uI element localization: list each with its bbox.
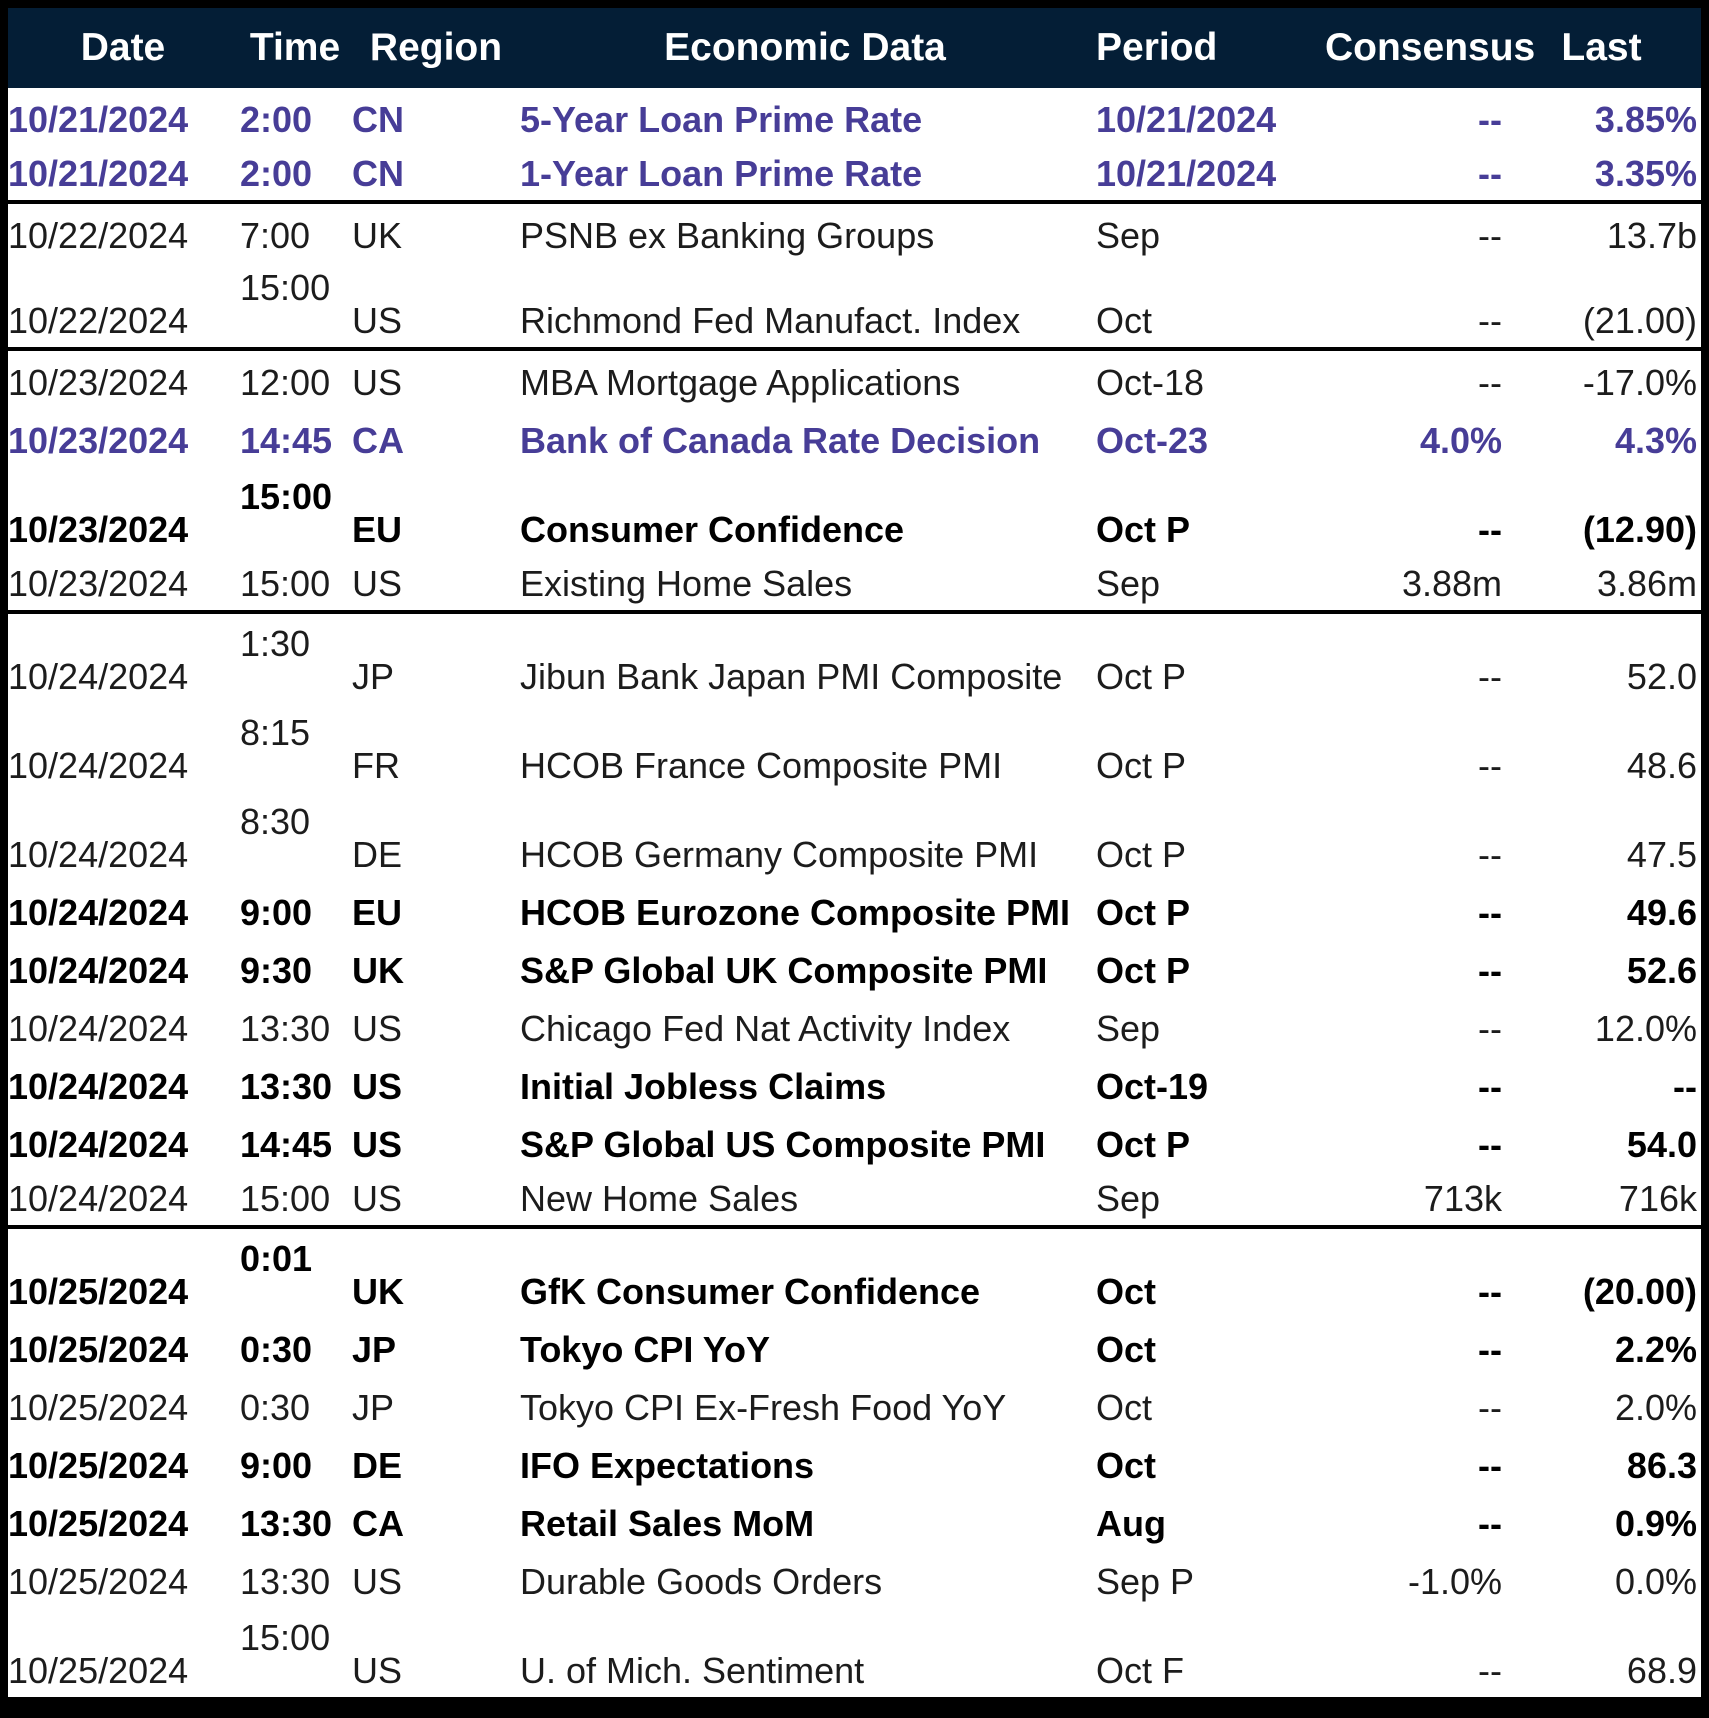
cell-date: 10/25/2024 [8,1445,189,1487]
cell-time: 8:15 [240,712,311,754]
cell-consensus: -- [1478,1387,1502,1429]
cell-consensus: -- [1478,215,1502,257]
cell-economic-data: Initial Jobless Claims [520,1066,887,1108]
cell-period: Oct F [1096,1650,1184,1692]
cell-date: 10/24/2024 [8,834,189,876]
cell-time: 13:30 [240,1066,333,1108]
cell-time: 15:00 [240,563,331,605]
cell-consensus: -- [1478,1124,1502,1166]
cell-date: 10/23/2024 [8,563,189,605]
col-header-period: Period [1096,26,1218,69]
cell-date: 10/24/2024 [8,1066,189,1108]
cell-economic-data: Chicago Fed Nat Activity Index [520,1008,1011,1050]
cell-time: 0:30 [240,1329,313,1371]
cell-economic-data: PSNB ex Banking Groups [520,215,935,257]
cell-economic-data: Tokyo CPI Ex-Fresh Food YoY [520,1387,1007,1429]
cell-region: US [352,1178,403,1220]
cell-region: US [352,1561,403,1603]
cell-consensus: -- [1478,153,1502,195]
cell-last: (12.90) [1582,509,1697,551]
economic-calendar-table [8,8,1701,1697]
cell-region: FR [352,745,400,787]
cell-period: Oct P [1096,509,1191,551]
cell-economic-data: S&P Global US Composite PMI [520,1124,1046,1166]
cell-consensus: -- [1478,1650,1502,1692]
cell-period: Aug [1096,1503,1166,1545]
cell-economic-data: GfK Consumer Confidence [520,1271,981,1313]
cell-consensus: -- [1478,1445,1502,1487]
table-row [8,614,1701,703]
table-row [8,1229,1701,1318]
cell-period: Oct [1096,1329,1157,1371]
cell-date: 10/24/2024 [8,892,189,934]
cell-economic-data: Tokyo CPI YoY [520,1329,771,1371]
cell-time: 7:00 [240,215,311,257]
cell-time: 15:00 [240,476,333,518]
cell-last: 13.7b [1606,215,1697,257]
cell-time: 1:30 [240,623,311,665]
table-row [8,146,1701,204]
cell-date: 10/21/2024 [8,99,189,141]
cell-date: 10/21/2024 [8,153,189,195]
cell-period: Oct-23 [1096,420,1209,462]
cell-region: US [352,362,403,404]
cell-region: JP [352,1329,397,1371]
table-row [8,88,1701,146]
cell-period: Oct P [1096,892,1191,934]
cell-date: 10/23/2024 [8,509,189,551]
cell-economic-data: Bank of Canada Rate Decision [520,420,1041,462]
cell-region: CA [352,420,404,462]
cell-last: (21.00) [1582,300,1697,342]
cell-last: 4.3% [1614,420,1697,462]
cell-consensus: -- [1478,892,1502,934]
cell-date: 10/22/2024 [8,300,189,342]
cell-last: 12.0% [1594,1008,1697,1050]
cell-time: 9:30 [240,950,313,992]
cell-last: 716k [1618,1178,1697,1220]
table-row [8,409,1701,467]
cell-period: Oct [1096,300,1153,342]
cell-date: 10/23/2024 [8,420,189,462]
cell-economic-data: U. of Mich. Sentiment [520,1650,865,1692]
table-row [8,1171,1701,1229]
cell-period: Oct P [1096,745,1187,787]
cell-region: EU [352,892,403,934]
cell-time: 14:45 [240,1124,333,1166]
cell-period: Oct P [1096,950,1191,992]
cell-economic-data: 5-Year Loan Prime Rate [520,99,923,141]
cell-last: (20.00) [1582,1271,1697,1313]
cell-period: Sep [1096,1008,1161,1050]
cell-last: 48.6 [1626,745,1697,787]
table-row [8,1113,1701,1171]
col-header-consensus: Consensus [1325,26,1536,69]
cell-period: Sep P [1096,1561,1195,1603]
cell-region: US [352,300,403,342]
cell-date: 10/24/2024 [8,1178,189,1220]
cell-time: 15:00 [240,267,331,309]
cell-region: US [352,1650,403,1692]
cell-last: 0.0% [1614,1561,1697,1603]
cell-economic-data: 1-Year Loan Prime Rate [520,153,923,195]
table-row [8,1434,1701,1492]
cell-date: 10/24/2024 [8,950,189,992]
cell-economic-data: Consumer Confidence [520,509,905,551]
cell-consensus: -- [1478,950,1502,992]
cell-region: JP [352,1387,395,1429]
cell-economic-data: Durable Goods Orders [520,1561,883,1603]
table-row [8,262,1701,351]
cell-period: Oct P [1096,834,1187,876]
table-row [8,792,1701,881]
cell-time: 0:30 [240,1387,311,1429]
cell-period: Oct [1096,1271,1157,1313]
cell-region: DE [352,834,403,876]
cell-region: UK [352,950,404,992]
table-row [8,204,1701,262]
cell-last: 49.6 [1626,892,1697,934]
table-row [8,1608,1701,1697]
table-body [8,88,1701,1697]
cell-consensus: 4.0% [1419,420,1502,462]
cell-period: Oct P [1096,1124,1191,1166]
table-row [8,1055,1701,1113]
cell-consensus: 713k [1423,1178,1502,1220]
cell-consensus: -- [1478,509,1502,551]
cell-date: 10/25/2024 [8,1561,189,1603]
cell-region: DE [352,1445,403,1487]
cell-last: 86.3 [1626,1445,1697,1487]
cell-last: 0.9% [1614,1503,1697,1545]
cell-region: UK [352,1271,404,1313]
cell-time: 0:01 [240,1238,313,1280]
cell-region: US [352,1008,403,1050]
cell-period: Sep [1096,1178,1161,1220]
cell-date: 10/24/2024 [8,1124,189,1166]
cell-last: 2.2% [1614,1329,1697,1371]
cell-time: 13:30 [240,1503,333,1545]
cell-economic-data: HCOB Germany Composite PMI [520,834,1039,876]
table-row [8,1318,1701,1376]
cell-region: US [352,1124,403,1166]
cell-period: Oct-19 [1096,1066,1209,1108]
cell-region: EU [352,509,403,551]
table-row [8,467,1701,556]
cell-time: 13:30 [240,1561,331,1603]
table-row [8,997,1701,1055]
cell-consensus: -- [1478,1329,1502,1371]
table-row [8,939,1701,997]
col-header-time: Time [249,26,341,69]
cell-consensus: -- [1478,1271,1502,1313]
cell-economic-data: New Home Sales [520,1178,799,1220]
cell-economic-data: IFO Expectations [520,1445,815,1487]
cell-last: 54.0 [1626,1124,1697,1166]
cell-time: 9:00 [240,892,313,934]
cell-consensus: 3.88m [1401,563,1502,605]
cell-consensus: -- [1478,834,1502,876]
cell-date: 10/25/2024 [8,1329,189,1371]
cell-time: 13:30 [240,1008,331,1050]
cell-period: Sep [1096,215,1161,257]
cell-date: 10/24/2024 [8,745,189,787]
cell-period: 10/21/2024 [1096,153,1277,195]
cell-last: 52.6 [1626,950,1697,992]
col-header-region: Region [369,26,503,69]
cell-last: -- [1673,1066,1697,1108]
cell-period: Oct [1096,1387,1153,1429]
cell-economic-data: MBA Mortgage Applications [520,362,961,404]
table-row [8,351,1701,409]
cell-economic-data: Retail Sales MoM [520,1503,815,1545]
cell-date: 10/25/2024 [8,1387,189,1429]
cell-date: 10/23/2024 [8,362,189,404]
cell-period: Oct P [1096,656,1187,698]
cell-consensus: -- [1478,1503,1502,1545]
cell-period: Oct-18 [1096,362,1205,404]
table-row [8,881,1701,939]
col-header-date: Date [80,26,166,69]
cell-last: 2.0% [1614,1387,1697,1429]
cell-date: 10/25/2024 [8,1503,189,1545]
cell-economic-data: Jibun Bank Japan PMI Composite [520,656,1063,698]
cell-region: CN [352,153,404,195]
table-row [8,556,1701,614]
cell-date: 10/22/2024 [8,215,189,257]
table-row [8,1492,1701,1550]
cell-last: 3.35% [1594,153,1697,195]
cell-consensus: -- [1478,99,1502,141]
cell-region: JP [352,656,395,698]
col-header-economic-data: Economic Data [664,26,946,69]
cell-region: CN [352,99,404,141]
cell-time: 14:45 [240,420,333,462]
cell-period: Oct [1096,1445,1157,1487]
cell-last: 47.5 [1626,834,1697,876]
cell-time: 2:00 [240,99,313,141]
cell-time: 2:00 [240,153,313,195]
cell-time: 15:00 [240,1178,331,1220]
cell-date: 10/24/2024 [8,656,189,698]
cell-time: 15:00 [240,1617,331,1659]
cell-last: -17.0% [1582,362,1697,404]
cell-consensus: -- [1478,656,1502,698]
cell-region: US [352,1066,403,1108]
cell-consensus: -- [1478,300,1502,342]
cell-period: Sep [1096,563,1161,605]
cell-last: 68.9 [1626,1650,1697,1692]
cell-economic-data: Existing Home Sales [520,563,853,605]
cell-consensus: -- [1478,745,1502,787]
cell-economic-data: Richmond Fed Manufact. Index [520,300,1021,342]
cell-region: CA [352,1503,404,1545]
cell-region: UK [352,215,403,257]
cell-consensus: -- [1478,1066,1502,1108]
table-row [8,703,1701,792]
cell-economic-data: S&P Global UK Composite PMI [520,950,1048,992]
cell-last: 3.85% [1594,99,1697,141]
cell-time: 12:00 [240,362,331,404]
table-header-row [8,8,1701,88]
cell-economic-data: HCOB Eurozone Composite PMI [520,892,1071,934]
table-row [8,1550,1701,1608]
cell-consensus: -- [1478,362,1502,404]
cell-consensus: -- [1478,1008,1502,1050]
cell-last: 52.0 [1626,656,1697,698]
table-row [8,1376,1701,1434]
cell-last: 3.86m [1596,563,1697,605]
cell-date: 10/25/2024 [8,1271,189,1313]
col-header-last: Last [1561,26,1642,69]
cell-economic-data: HCOB France Composite PMI [520,745,1003,787]
cell-period: 10/21/2024 [1096,99,1277,141]
cell-time: 8:30 [240,801,311,843]
cell-date: 10/25/2024 [8,1650,189,1692]
cell-consensus: -1.0% [1407,1561,1502,1603]
cell-region: US [352,563,403,605]
cell-time: 9:00 [240,1445,313,1487]
cell-date: 10/24/2024 [8,1008,189,1050]
